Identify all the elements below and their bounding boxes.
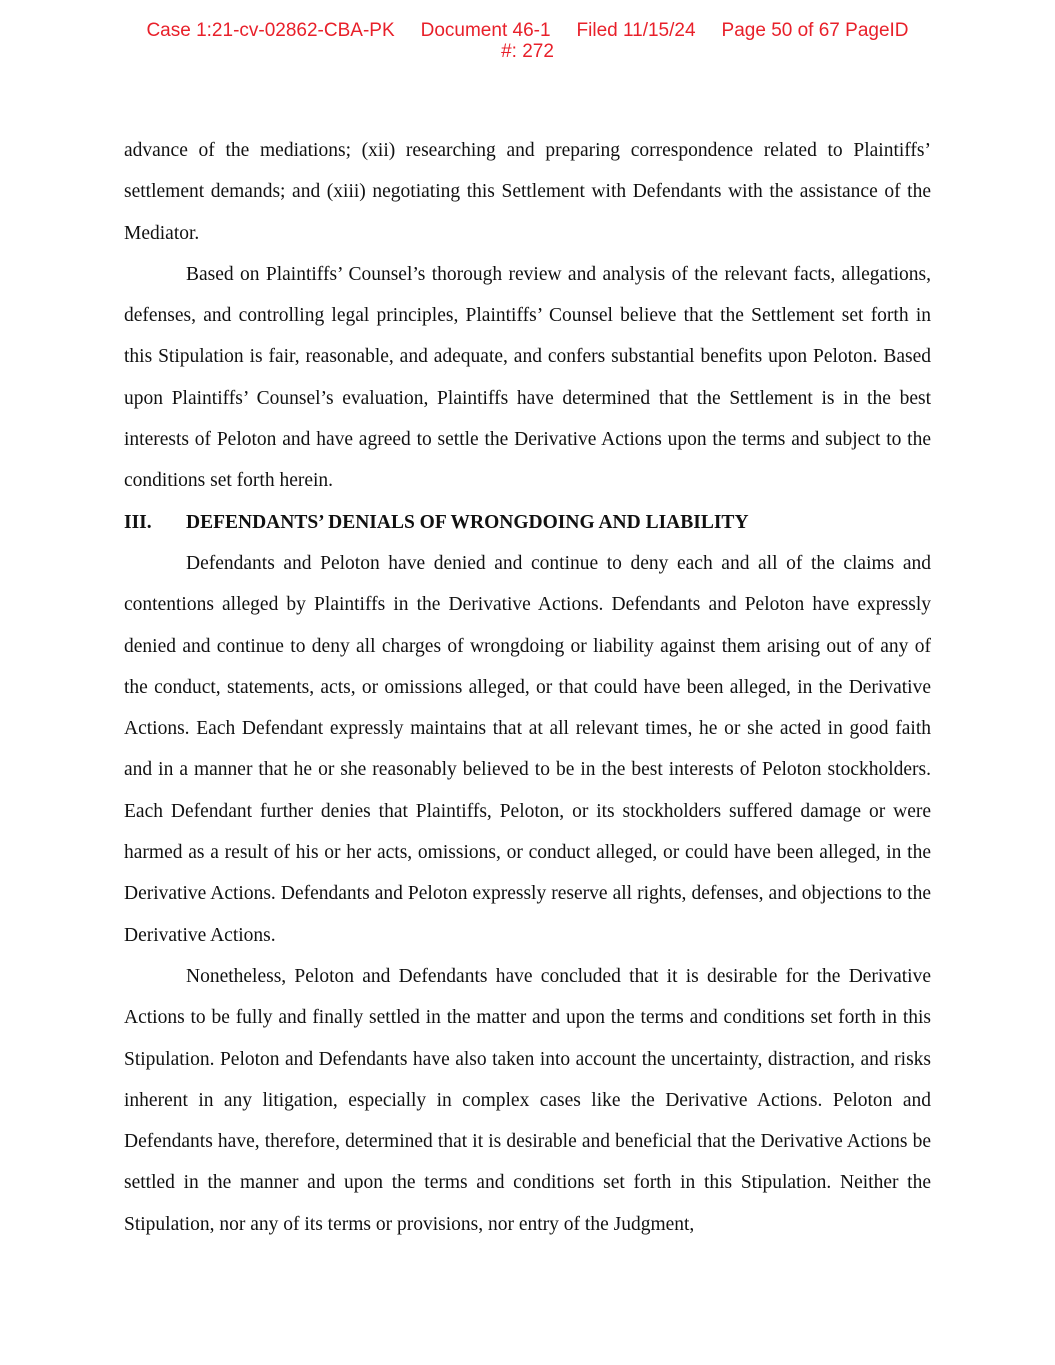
document-number: Document 46-1 <box>420 20 551 41</box>
page-id: #: 272 <box>501 41 554 62</box>
paragraph-denials: Defendants and Peloton have denied and continue to deny each and all of the claims and contentions alleged by Plaintiffs in the Derivative Actions. Defendants and Peloton have expressly denied and continue to deny all charges of wrongdoing or liability against them arising out of any of the conduct, statements, acts, or omissions alleged, or that could have been alleged, in the Derivative Actions. Each Defendant expressly maintains that at all relevant times, he or she acted in good faith and in a manner that he or she reasonably believed to be in the best interests of Peloton stockholders. Each Defendant further denies that Plaintiffs, Peloton, or its stockholders suffered damage or were harmed as a result of his or her acts, omissions, or conduct alleged, or could have been alleged, in the Derivative Actions. Defendants and Peloton expressly reserve all rights, defenses, and objections to the Derivative Actions. <box>124 552 931 946</box>
document-body <box>124 130 931 1245</box>
page-info: Page 50 of 67 PageID <box>721 20 909 41</box>
paragraph-nonetheless: Nonetheless, Peloton and Defendants have concluded that it is desirable for the Derivative Actions to be fully and finally settled in the matter and upon the terms and conditions set forth in this Stipulation. Peloton and Defendants have also taken into account the uncertainty, distraction, and risks inherent in any litigation, especially in complex cases like the Derivative Actions. Peloton and Defendants have, therefore, determined that it is desirable and beneficial that the Derivative Actions be settled in the manner and upon the terms and conditions set forth in this Stipulation. Neither the Stipulation, nor any of its terms or provisions, nor entry of the Judgment, <box>124 965 931 1235</box>
section-heading <box>124 502 931 543</box>
paragraph-counsel-evaluation: Based on Plaintiffs’ Counsel’s thorough review and analysis of the relevant facts, allegations, defenses, and controlling legal principles, Plaintiffs’ Counsel believe that the Settlement set forth in this Stipulation is fair, reasonable, and adequate, and confers substantial benefits upon Peloton. Based upon Plaintiffs’ Counsel’s evaluation, Plaintiffs have determined that the Settlement is in the best interests of Peloton and have agreed to settle the Derivative Actions upon the terms and subject to the conditions set forth herein. <box>124 263 931 492</box>
case-number: Case 1:21-cv-02862-CBA-PK <box>146 20 395 41</box>
filed-date: Filed 11/15/24 <box>576 20 696 41</box>
section-title: DEFENDANTS’ DENIALS OF WRONGDOING AND LIABILITY <box>186 511 749 533</box>
court-filing-header <box>0 20 1055 62</box>
paragraph-continuation: advance of the mediations; (xii) researching and preparing correspondence related to Plaintiffs’ settlement demands; and (xiii) negotiating this Settlement with Defendants with the assistance of the Mediator. <box>124 140 931 244</box>
section-number: III. <box>124 511 152 533</box>
